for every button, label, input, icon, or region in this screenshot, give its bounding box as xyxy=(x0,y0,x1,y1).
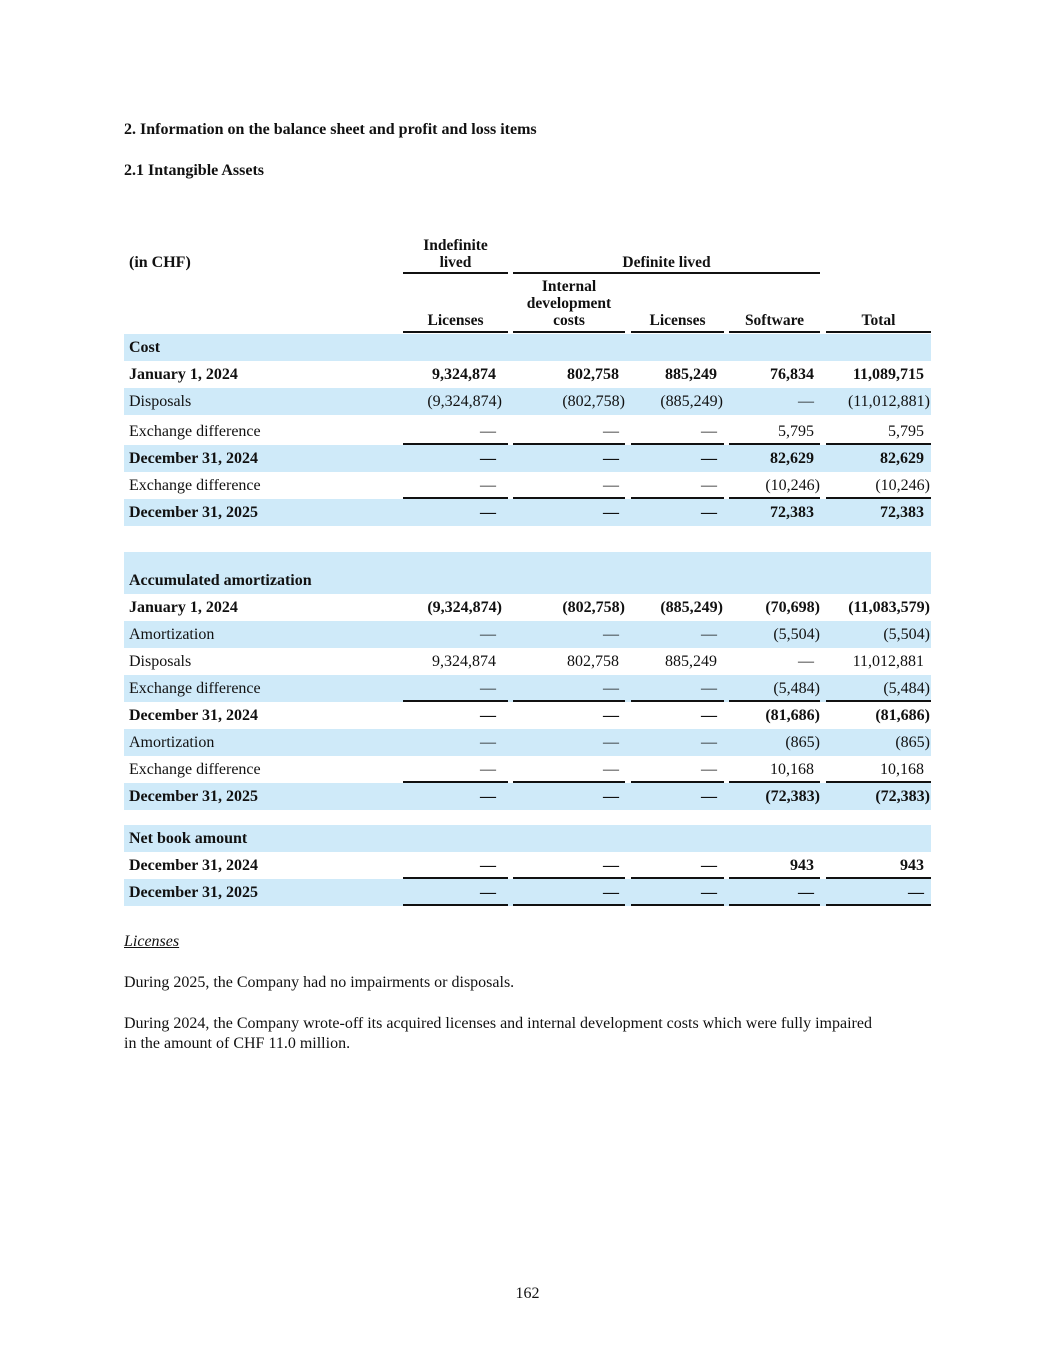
table-cell: — xyxy=(603,450,619,467)
table-cell: 5,795 xyxy=(778,423,814,440)
table-row xyxy=(124,879,931,906)
table-cell: — xyxy=(701,680,717,697)
section-heading: 2. Information on the balance sheet and profit and loss items xyxy=(124,121,537,138)
table-cell: — xyxy=(603,707,619,724)
table-cell: 943 xyxy=(790,857,814,874)
table-row xyxy=(124,594,931,621)
row-label: Disposals xyxy=(129,653,192,670)
table-cell: (802,758) xyxy=(562,393,625,410)
table-cell: — xyxy=(603,884,619,901)
table-row xyxy=(124,702,931,729)
table-cell: (5,504) xyxy=(773,626,820,643)
row-label: Amortization xyxy=(129,626,215,643)
table-cell: (11,083,579) xyxy=(848,599,930,616)
table-cell: — xyxy=(603,423,619,440)
table-cell: (865) xyxy=(785,734,820,751)
table-cell: (81,686) xyxy=(875,707,930,724)
table-row xyxy=(124,783,931,810)
table-cell: — xyxy=(701,884,717,901)
table-cell: — xyxy=(701,477,717,494)
table-cell: — xyxy=(480,707,496,724)
table-row xyxy=(124,445,931,472)
table-cell: — xyxy=(701,707,717,724)
licenses-subheading: Licenses xyxy=(124,933,180,950)
table-cell: (885,249) xyxy=(660,599,723,616)
note-paragraph-2025: During 2025, the Company had no impairments or disposals. xyxy=(124,974,515,991)
table-cell: (11,012,881) xyxy=(847,393,930,410)
table-cell: (5,504) xyxy=(883,626,930,643)
table-cell: (9,324,874) xyxy=(427,393,502,410)
table-cell: 5,795 xyxy=(888,423,924,440)
table-cell: 885,249 xyxy=(665,366,717,383)
table-cell: — xyxy=(480,734,496,751)
table-row xyxy=(124,472,931,499)
note-paragraph-2024: During 2024, the Company wrote-off its acquired licenses and internal development costs which were fully impaired in the amount of CHF 11.0 million. xyxy=(124,1015,872,1052)
table-cell: — xyxy=(603,477,619,494)
table-cell: — xyxy=(701,788,717,805)
table-row xyxy=(124,852,931,879)
table-cell: — xyxy=(701,857,717,874)
row-label: January 1, 2024 xyxy=(129,599,238,616)
table-cell: — xyxy=(798,393,814,410)
col-header-software: Software xyxy=(744,312,805,329)
table-cell: — xyxy=(908,884,924,901)
section-net-book-amount: Net book amount xyxy=(124,825,931,852)
table-cell: (802,758) xyxy=(562,599,625,616)
table-cell: 9,324,874 xyxy=(432,653,496,670)
table-cell: 802,758 xyxy=(567,653,619,670)
definite-lived-header: Definite lived xyxy=(622,254,711,271)
row-label: December 31, 2024 xyxy=(129,707,258,724)
table-cell: 72,383 xyxy=(880,504,924,521)
table-cell: (10,246) xyxy=(875,477,930,494)
table-cell: — xyxy=(480,504,496,521)
table-cell: — xyxy=(480,680,496,697)
col-header-total: Total xyxy=(861,312,896,329)
row-label: Amortization xyxy=(129,734,215,751)
table-cell: 76,834 xyxy=(770,366,814,383)
section-cost: Cost xyxy=(124,334,931,361)
row-label: January 1, 2024 xyxy=(129,366,238,383)
table-cell: — xyxy=(480,477,496,494)
table-row xyxy=(124,361,931,388)
table-cell: (865) xyxy=(895,734,930,751)
unit-label: (in CHF) xyxy=(129,254,191,271)
table-row xyxy=(124,675,931,702)
table-cell: 10,168 xyxy=(770,761,814,778)
table-cell: — xyxy=(480,884,496,901)
table-cell: 9,324,874 xyxy=(432,366,496,383)
row-label: Exchange difference xyxy=(129,680,261,697)
table-cell: — xyxy=(603,680,619,697)
table-cell: — xyxy=(603,504,619,521)
row-label: Exchange difference xyxy=(129,761,261,778)
table-cell: (72,383) xyxy=(875,788,930,805)
table-row xyxy=(124,648,931,675)
col-header-internal-dev: Internal development costs xyxy=(526,278,612,329)
table-cell: (70,698) xyxy=(765,599,820,616)
table-cell: — xyxy=(480,761,496,778)
table-cell: (885,249) xyxy=(660,393,723,410)
table-cell: — xyxy=(480,450,496,467)
table-cell: — xyxy=(603,788,619,805)
row-label: December 31, 2025 xyxy=(129,788,258,805)
table-cell: — xyxy=(480,423,496,440)
table-cell: 11,012,881 xyxy=(852,653,924,670)
table-cell: — xyxy=(603,626,619,643)
row-label: December 31, 2025 xyxy=(129,504,258,521)
table-cell: (10,246) xyxy=(765,477,820,494)
table-cell: 943 xyxy=(900,857,924,874)
col-header-licenses-indefinite: Licenses xyxy=(427,312,484,329)
table-cell: (72,383) xyxy=(765,788,820,805)
row-label: December 31, 2025 xyxy=(129,884,258,901)
table-cell: (81,686) xyxy=(765,707,820,724)
row-label: December 31, 2024 xyxy=(129,857,258,874)
table-row xyxy=(124,621,931,648)
subsection-heading: 2.1 Intangible Assets xyxy=(124,162,265,179)
col-header-licenses-definite: Licenses xyxy=(649,312,706,329)
table-cell: — xyxy=(480,788,496,805)
page-number: 162 xyxy=(515,1285,540,1302)
table-cell: (5,484) xyxy=(883,680,930,697)
table-row xyxy=(124,729,931,756)
row-label: Disposals xyxy=(129,393,192,410)
table-row xyxy=(124,499,931,526)
table-row xyxy=(124,756,931,783)
table-cell: — xyxy=(701,450,717,467)
section-accumulated-amortization: Accumulated amortization xyxy=(124,552,931,594)
table-cell: — xyxy=(701,626,717,643)
table-cell: — xyxy=(701,423,717,440)
table-row xyxy=(124,418,931,445)
indefinite-lived-header: Indefinite lived xyxy=(423,237,488,271)
table-cell: — xyxy=(798,653,814,670)
row-label: Exchange difference xyxy=(129,477,261,494)
table-cell: — xyxy=(701,734,717,751)
table-cell: — xyxy=(701,761,717,778)
table-cell: 885,249 xyxy=(665,653,717,670)
table-cell: 802,758 xyxy=(567,366,619,383)
table-row xyxy=(124,388,931,415)
table-cell: 10,168 xyxy=(880,761,924,778)
table-cell: — xyxy=(798,884,814,901)
table-cell: 11,089,715 xyxy=(852,366,924,383)
table-cell: 82,629 xyxy=(880,450,924,467)
table-cell: 72,383 xyxy=(770,504,814,521)
table-cell: — xyxy=(480,857,496,874)
table-cell: (9,324,874) xyxy=(427,599,502,616)
table-cell: — xyxy=(603,761,619,778)
table-cell: (5,484) xyxy=(773,680,820,697)
table-cell: — xyxy=(603,734,619,751)
row-label: December 31, 2024 xyxy=(129,450,258,467)
row-label: Exchange difference xyxy=(129,423,261,440)
table-cell: — xyxy=(701,504,717,521)
table-cell: — xyxy=(480,626,496,643)
table-cell: — xyxy=(603,857,619,874)
table-cell: 82,629 xyxy=(770,450,814,467)
